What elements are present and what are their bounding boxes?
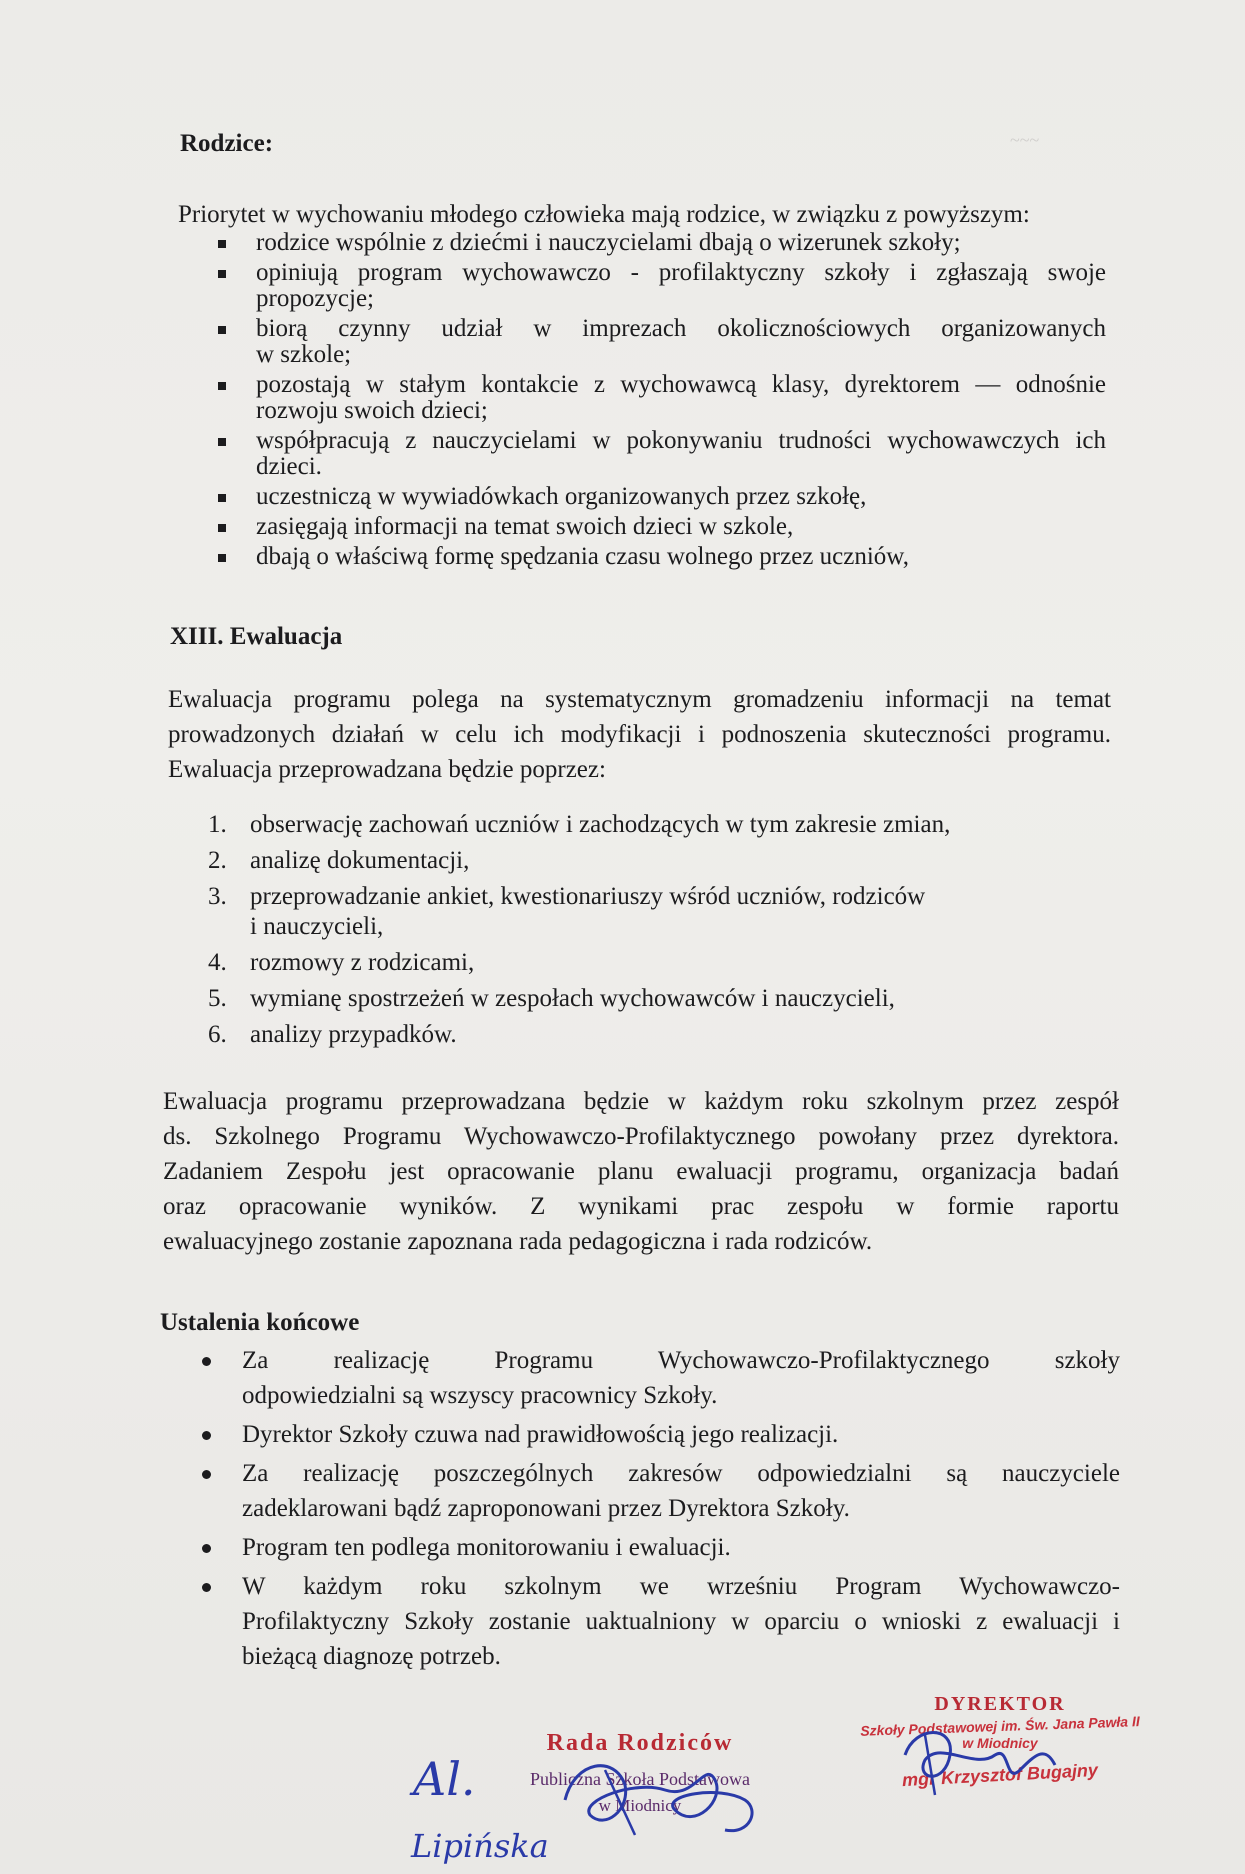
- text-line: propozycje;: [256, 285, 375, 312]
- list-item: [208, 948, 1010, 978]
- bleed-through-mark: ~~~: [1010, 130, 1040, 150]
- handwritten-signature-right: [895, 1715, 1065, 1805]
- text-line: ewaluacyjnego zostanie zapoznana rada pedagogiczna i rada rodziców.: [163, 1228, 873, 1255]
- section-heading-final: Ustalenia końcowe: [160, 1309, 360, 1336]
- round-bullet-icon: [202, 1431, 211, 1440]
- list-item: [256, 514, 1106, 540]
- list-item-text: [256, 544, 1106, 570]
- text-line: rozmowy z rodzicami,: [250, 949, 475, 976]
- parents-intro: Priorytet w wychowaniu młodego człowieka mają rodzice, w związku z powyższym:: [178, 201, 1030, 228]
- list-item: [208, 1020, 1010, 1050]
- list-number: 1.: [208, 811, 227, 838]
- evaluation-methods-list: [208, 810, 1010, 1056]
- text-line: obserwację zachowań uczniów i zachodzących w tym zakresie zmian,: [250, 811, 951, 838]
- square-bullet-icon: [218, 270, 226, 278]
- list-item-text: [256, 260, 1106, 312]
- final-provisions-list: [242, 1343, 1120, 1678]
- parents-duties-list: [256, 230, 1106, 574]
- parents-council-stamp: Rada Rodziców Publiczna Szkoła Podstawowa w Miodnicy: [530, 1730, 750, 1815]
- text-line: zasięgają informacji na temat swoich dzieci w szkole,: [256, 513, 794, 540]
- text-line: odpowiedzialni są wszyscy pracownicy Szkoły.: [242, 1382, 718, 1409]
- square-bullet-icon: [218, 438, 226, 446]
- evaluation-summary: [163, 1084, 1119, 1259]
- text-line: analizę dokumentacji,: [250, 847, 470, 874]
- square-bullet-icon: [218, 524, 226, 532]
- svg-text:Al.: Al.: [413, 1752, 476, 1806]
- list-item: [242, 1456, 1120, 1526]
- text-line: rozwoju swoich dzieci;: [256, 397, 488, 424]
- text-line: wymianę spostrzeżeń w zespołach wychowawców i nauczycieli,: [250, 985, 895, 1012]
- list-item-text: [256, 372, 1106, 424]
- list-item: [208, 846, 1010, 876]
- text-line: dbają o właściwą formę spędzania czasu wolnego przez uczniów,: [256, 543, 909, 570]
- text-line: zadeklarowani bądź zaproponowani przez Dyrektora Szkoły.: [242, 1495, 850, 1522]
- text-line: analizy przypadków.: [250, 1021, 457, 1048]
- round-bullet-icon: [202, 1544, 211, 1553]
- text-line: biorą czynny udział w imprezach okolicznościowych organizowanych: [256, 315, 1106, 342]
- text-line: bieżącą diagnozę potrzeb.: [242, 1643, 501, 1670]
- text-line: uczestniczą w wywiadówkach organizowanych przez szkołę,: [256, 483, 867, 510]
- svg-text:Lipińska: Lipińska: [411, 1827, 549, 1865]
- square-bullet-icon: [218, 554, 226, 562]
- list-item-text: [256, 230, 1106, 256]
- list-item: [242, 1530, 1120, 1565]
- list-item: [256, 316, 1106, 368]
- round-bullet-icon: [202, 1357, 211, 1366]
- text-line: Zadaniem Zespołu jest opracowanie planu ewaluacji programu, organizacja badań: [163, 1158, 1119, 1185]
- list-item: [208, 984, 1010, 1014]
- list-item: [208, 882, 1010, 942]
- text-line: oraz opracowanie wyników. Z wynikami prac zespołu w formie raportu: [163, 1193, 1119, 1220]
- square-bullet-icon: [218, 326, 226, 334]
- director-stamp: DYREKTOR Szkoły Podstawowej im. Św. Jana Pawła II w Miodnicy mgr Krzysztof Bugajny: [860, 1693, 1140, 1791]
- list-item: [242, 1569, 1120, 1674]
- text-line: Ewaluacja przeprowadzana będzie poprzez:: [168, 756, 606, 783]
- list-item-text: [256, 316, 1106, 368]
- text-line: i nauczycieli,: [250, 913, 384, 940]
- text-line: Profilaktyczny Szkoły zostanie uaktualniony w oparciu o wnioski z ewaluacji i: [242, 1608, 1120, 1635]
- text-line: współpracują z nauczycielami w pokonywaniu trudności wychowawczych ich: [256, 427, 1106, 454]
- text-line: w szkole;: [256, 341, 352, 368]
- list-item: [208, 810, 1010, 840]
- round-bullet-icon: [202, 1583, 211, 1592]
- list-number: 2.: [208, 847, 227, 874]
- round-bullet-icon: [202, 1470, 211, 1479]
- list-number: 4.: [208, 949, 227, 976]
- text-line: prowadzonych działań w celu ich modyfikacji i podnoszenia skuteczności programu.: [168, 721, 1111, 748]
- section-heading-evaluation: XIII. Ewaluacja: [170, 623, 343, 650]
- square-bullet-icon: [218, 494, 226, 502]
- text-line: rodzice wspólnie z dziećmi i nauczycielami dbają o wizerunek szkoły;: [256, 229, 961, 256]
- text-line: opiniują program wychowawczo - profilaktyczny szkoły i zgłaszają swoje: [256, 259, 1106, 286]
- evaluation-intro: [168, 682, 1111, 787]
- text-line: przeprowadzanie ankiet, kwestionariuszy wśród uczniów, rodziców: [250, 883, 926, 910]
- text-line: pozostają w stałym kontakcie z wychowawcą klasy, dyrektorem — odnośnie: [256, 371, 1106, 398]
- square-bullet-icon: [218, 382, 226, 390]
- list-item: [256, 260, 1106, 312]
- text-line: Program ten podlega monitorowaniu i ewaluacji.: [242, 1534, 731, 1561]
- list-item: [256, 484, 1106, 510]
- text-line: dzieci.: [256, 453, 322, 480]
- list-item-text: [256, 484, 1106, 510]
- list-number: 6.: [208, 1021, 227, 1048]
- text-line: Ewaluacja programu polega na systematycznym gromadzeniu informacji na temat: [168, 686, 1111, 713]
- text-line: Za realizację poszczególnych zakresów odpowiedzialni są nauczyciele: [242, 1460, 1120, 1487]
- text-line: Ewaluacja programu przeprowadzana będzie w każdym roku szkolnym przez zespół: [163, 1088, 1119, 1115]
- text-line: Dyrektor Szkoły czuwa nad prawidłowością jego realizacji.: [242, 1421, 839, 1448]
- list-item: [242, 1343, 1120, 1413]
- list-item-text: [256, 428, 1106, 480]
- list-item-text: [256, 514, 1106, 540]
- text-line: W każdym roku szkolnym we wrześniu Program Wychowawczo-: [242, 1573, 1120, 1600]
- section-heading-parents: Rodzice:: [180, 130, 274, 157]
- handwritten-signature-center: [545, 1740, 775, 1850]
- list-item: [256, 230, 1106, 256]
- list-item: [242, 1417, 1120, 1452]
- list-item: [256, 372, 1106, 424]
- square-bullet-icon: [218, 240, 226, 248]
- list-number: 5.: [208, 985, 227, 1012]
- list-item: [256, 428, 1106, 480]
- list-number: 3.: [208, 883, 227, 910]
- text-line: Za realizację Programu Wychowawczo-Profilaktycznego szkoły: [242, 1347, 1120, 1374]
- list-item: [256, 544, 1106, 570]
- text-line: ds. Szkolnego Programu Wychowawczo-Profilaktycznego powołany przez dyrektora.: [163, 1123, 1119, 1150]
